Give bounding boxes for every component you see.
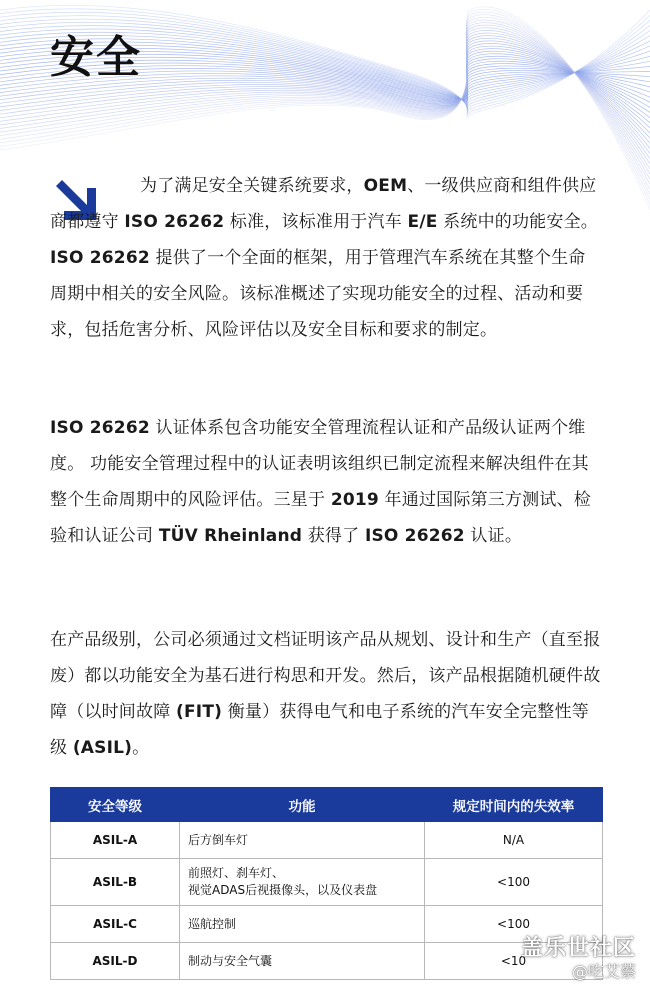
watermark-user: @吃艾蔡 [571, 962, 636, 981]
function-cell: 巡航控制 [180, 906, 425, 943]
asil-level-cell: ASIL-A [51, 822, 180, 859]
table-row [51, 822, 603, 859]
table-row [51, 943, 603, 980]
product-level-paragraph: 在产品级别，公司必须通过文档证明该产品从规划、设计和生产（直至报废）都以功能安全为基石进行构思和开发。然后，该产品根据随机硬件故障（以时间故障 (FIT) 衡量）获得电气和电子系统的汽车安全完整性等级 (ASIL)。 [50, 630, 601, 758]
function-cell: 前照灯、刹车灯、 视觉ADAS后视摄像头，以及仪表盘 [180, 859, 425, 906]
certification-paragraph: ISO 26262 认证体系包含功能安全管理流程认证和产品级认证两个维度。 功能安全管理过程中的认证表明该组织已制定流程来解决组件在其整个生命周期中的风险评估。三星于 2019 年通过国际第三方测试、检验和认证公司 TÜV Rheinland 获得了 ISO 26262 认证。 [50, 418, 591, 546]
table-header-row [51, 788, 603, 822]
page-title: 安全 [50, 32, 142, 83]
header-function: 功能 [180, 788, 425, 822]
failure-rate-cell: N/A [425, 822, 603, 859]
asil-level-cell: ASIL-D [51, 943, 180, 980]
asil-level-cell: ASIL-C [51, 906, 180, 943]
failure-rate-cell: <100 [425, 859, 603, 906]
watermark-site: 盖乐世社区 [520, 935, 636, 961]
intro-paragraph: 为了满足安全关键系统要求，OEM、一级供应商和组件供应商都遵守 ISO 26262 标准，该标准用于汽车 E/E 系统中的功能安全。ISO 26262 提供了一个全面的框架，用于管理汽车系统在其整个生命周期中相关的安全风险。该标准概述了实现功能安全的过程、活动和要求，包括危害分析、风险评估以及安全目标和要求的制定。 [50, 176, 598, 340]
asil-level-cell: ASIL-B [51, 859, 180, 906]
failure-rate-cell: <10 [425, 943, 603, 980]
watermark [521, 935, 636, 983]
failure-rate-cell: <100 [425, 906, 603, 943]
header-failure-rate: 规定时间内的失效率 [425, 788, 603, 822]
header-safety-level: 安全等级 [51, 788, 180, 822]
table-row [51, 906, 603, 943]
table-row [51, 859, 603, 906]
function-cell: 制动与安全气囊 [180, 943, 425, 980]
function-cell: 后方倒车灯 [180, 822, 425, 859]
